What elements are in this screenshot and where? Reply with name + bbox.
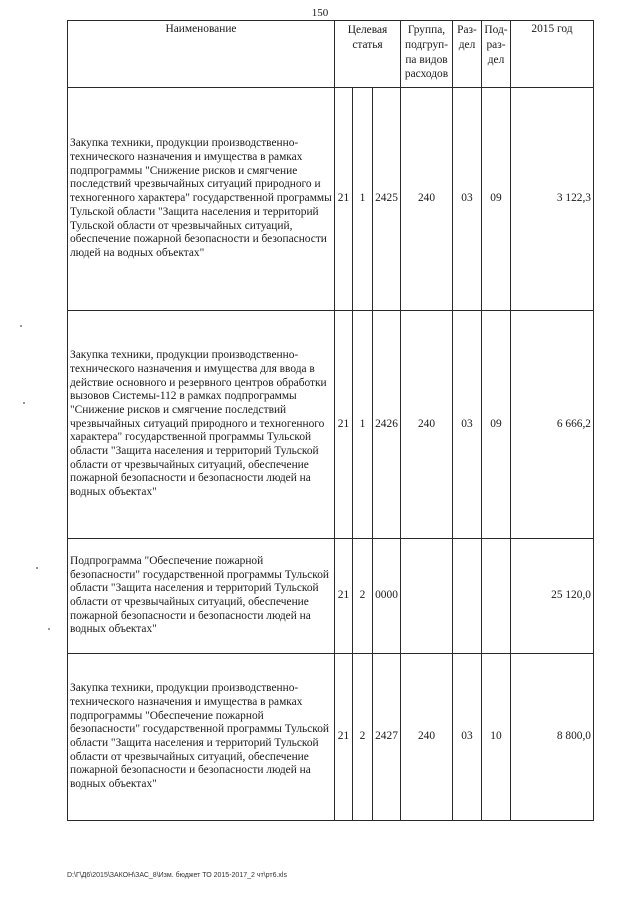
row-code-program: 21	[335, 88, 353, 311]
row-code-subprogram: 1	[353, 311, 373, 539]
row-subsection	[482, 539, 511, 654]
row-amount: 25 120,0	[511, 539, 594, 654]
row-code-direction: 2425	[373, 88, 401, 311]
row-code-program: 21	[335, 539, 353, 654]
header-expense-group: Группа, подгруп-па видов расходов	[401, 21, 453, 88]
row-code-subprogram: 1	[353, 88, 373, 311]
row-code-subprogram: 2	[353, 654, 373, 821]
row-section: 03	[453, 311, 482, 539]
table-header-row	[68, 21, 594, 88]
scan-speck	[23, 402, 25, 404]
header-name: Наименование	[68, 21, 335, 88]
row-section: 03	[453, 654, 482, 821]
row-expense-group: 240	[401, 654, 453, 821]
row-code-direction: 2427	[373, 654, 401, 821]
table-row	[68, 654, 594, 821]
budget-table	[67, 20, 594, 821]
scan-speck	[36, 567, 38, 569]
scan-speck	[20, 325, 22, 327]
table-row	[68, 539, 594, 654]
row-code-program: 21	[335, 311, 353, 539]
row-subsection: 09	[482, 311, 511, 539]
row-section	[453, 539, 482, 654]
row-code-direction: 0000	[373, 539, 401, 654]
row-name: Закупка техники, продукции производственно-технического назначения и имущества для ввода в действие основного и резервного центров обработки вызовов Системы-112 в рамках подпрограммы "Снижение рисков и смягчение последствий чрезвычайных ситуаций природного и техногенного характера" государственной программы Тульской области "Защита населения и территорий Тульской области от чрезвычайных ситуаций, обеспечение пожарной безопасности и безопасности людей на водных объектах"	[68, 311, 335, 539]
row-expense-group	[401, 539, 453, 654]
row-amount: 6 666,2	[511, 311, 594, 539]
row-name: Подпрограмма "Обеспечение пожарной безопасности" государственной программы Тульской области "Защита населения и территорий Тульской области от чрезвычайных ситуаций, обеспечение пожарной безопасности и безопасности людей на водных объектах"	[68, 539, 335, 654]
header-subsection: Под-раз-дел	[482, 21, 511, 88]
scan-speck	[48, 628, 50, 630]
row-code-program: 21	[335, 654, 353, 821]
header-section: Раз-дел	[453, 21, 482, 88]
page-number: 150	[311, 7, 329, 19]
file-path-footer: D:\Г\Д6\2015\ЗАКОН\ЗАС_8\Изм. бюджет ТО 2015-2017_2 чт\рт6.xls	[67, 872, 287, 879]
row-expense-group: 240	[401, 311, 453, 539]
row-expense-group: 240	[401, 88, 453, 311]
row-name: Закупка техники, продукции производственно-технического назначения и имущества в рамках подпрограммы "Обеспечение пожарной безопасности" государственной программы Тульской области "Защита населения и территорий Тульской области от чрезвычайных ситуаций, обеспечение пожарной безопасности и безопасности людей на водных объектах"	[68, 654, 335, 821]
table-row	[68, 311, 594, 539]
row-amount: 8 800,0	[511, 654, 594, 821]
row-name: Закупка техники, продукции производственно-технического назначения и имущества в рамках подпрограммы "Снижение рисков и смягчение последствий чрезвычайных ситуаций природного и техногенного характера" государственной программы Тульской области "Защита населения и территорий Тульской области от чрезвычайных ситуаций, обеспечение пожарной безопасности и безопасности людей на водных объектах"	[68, 88, 335, 311]
row-subsection: 10	[482, 654, 511, 821]
row-section: 03	[453, 88, 482, 311]
row-code-direction: 2426	[373, 311, 401, 539]
table-row	[68, 88, 594, 311]
row-amount: 3 122,3	[511, 88, 594, 311]
row-code-subprogram: 2	[353, 539, 373, 654]
row-subsection: 09	[482, 88, 511, 311]
header-target-article: Целевая статья	[335, 21, 401, 88]
header-year: 2015 год	[511, 21, 594, 88]
